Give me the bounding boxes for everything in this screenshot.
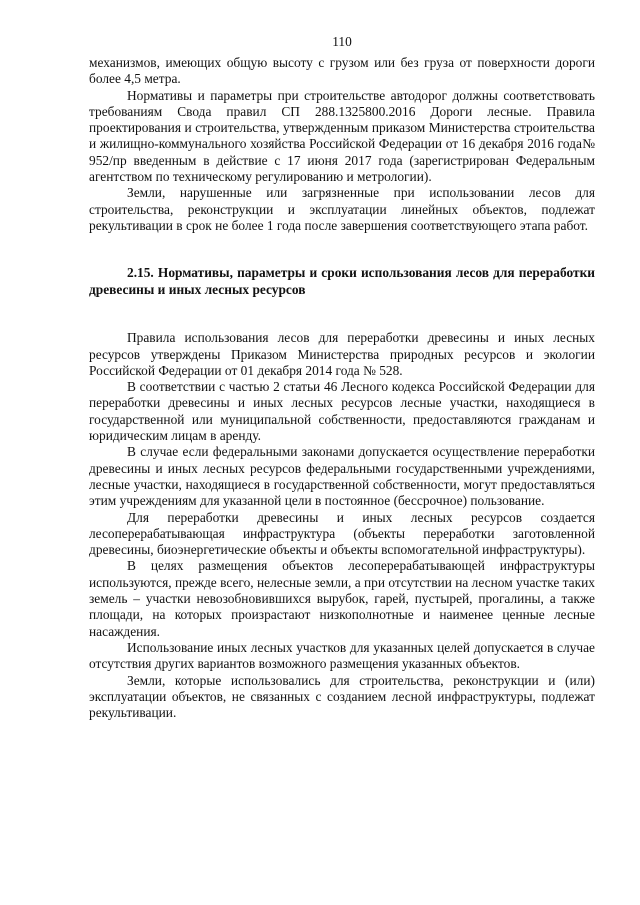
- document-page: [89, 34, 595, 721]
- paragraph: Правила использования лесов для переработки древесины и иных лесных ресурсов утверждены Приказом Министерства природных ресурсов и экологии Российской Федерации от 01 декабря 2014 года № 528.: [89, 330, 595, 378]
- section-heading: 2.15. Нормативы, параметры и сроки использования лесов для переработки древесины и иных лесных ресурсов: [89, 265, 595, 297]
- paragraph: Для переработки древесины и иных лесных ресурсов создается лесоперерабатывающая инфраструктура (объекты переработки заготовленной древесины, биоэнергетические объекты и объекты вспомогательной инфраструктуры).: [89, 509, 595, 558]
- paragraph: Использование иных лесных участков для указанных целей допускается в случае отсутствия других вариантов возможного размещения указанных объектов.: [89, 639, 595, 672]
- page-number: 110: [332, 34, 352, 49]
- paragraph: Земли, которые использовались для строительства, реконструкции и (или) эксплуатации объектов, не связанных с созданием лесной инфраструктуры, подлежат рекультивации.: [89, 672, 595, 721]
- paragraph: В случае если федеральными законами допускается осуществление переработки древесины и иных лесных ресурсов федеральными государственными учреждениями, лесные участки, находящиеся в государственной собственности, могут предоставляться этим учреждениям для указанной цели в постоянное (бессрочное) пользование.: [89, 444, 595, 509]
- paragraph: В целях размещения объектов лесоперерабатывающей инфраструктуры используются, прежде всего, нелесные земли, а при отсутствии на лесном участке таких земель – участки невозобновившихся вырубок, гарей, пустырей, прогалины, а также площади, на которых произрастают низкополнотные и наименее ценные лесные насаждения.: [89, 558, 595, 639]
- paragraph: В соответствии с частью 2 статьи 46 Лесного кодекса Российской Федерации для переработки древесины и иных лесных ресурсов лесные участки, находящиеся в государственной или муниципальной собственности, предоставляются гражданам и юридическим лицам в аренду.: [89, 379, 595, 444]
- paragraph: Нормативы и параметры при строительстве автодорог должны соответствовать требованиям Свода правил СП 288.1325800.2016 Дороги лесные. Правила проектирования и строительства, утвержденным приказом Министерства строительства и жилищно-коммунального хозяйства Российской Федерации от 16 декабря 2016 года№ 952/пр введенным в действие с 17 июня 2017 года (зарегистрирован Федеральным агентством по техническому регулированию и метрологии).: [89, 87, 595, 185]
- paragraph: механизмов, имеющих общую высоту с грузом или без груза от поверхности дороги более 4,5 метра.: [89, 55, 595, 87]
- paragraph: Земли, нарушенные или загрязненные при использовании лесов для строительства, реконструкции и эксплуатации линейных объектов, подлежат рекультивации в срок не более 1 года после завершения соответствующего этапа работ.: [89, 185, 595, 233]
